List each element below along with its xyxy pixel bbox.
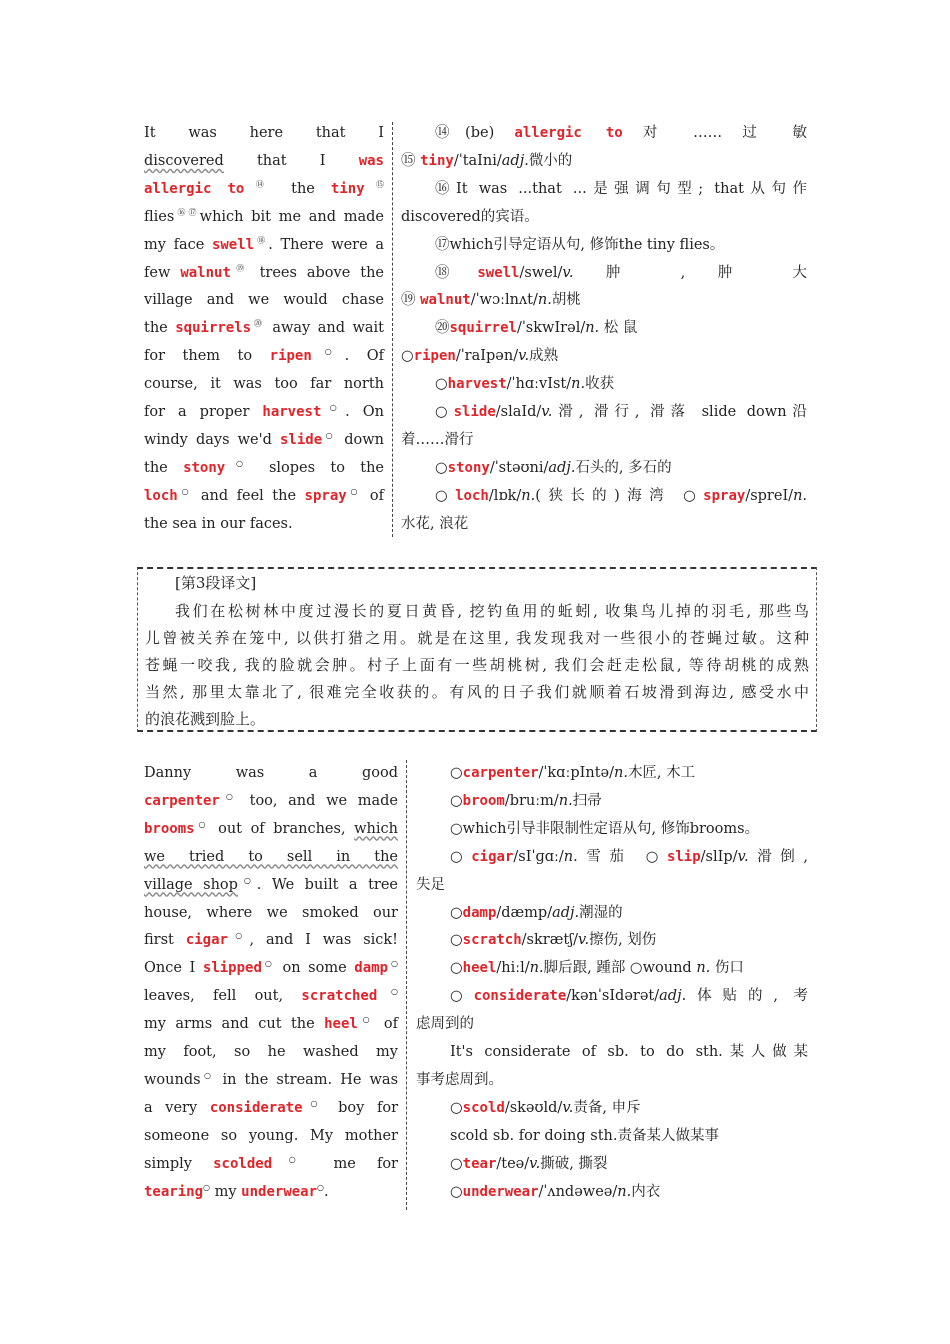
text-run: 伤口 <box>710 960 744 977</box>
text-run: . Of <box>344 348 384 365</box>
passage-line <box>144 454 384 482</box>
text-run: for them to <box>144 348 270 365</box>
text-run: in the stream. He was <box>214 1071 399 1088</box>
text-run: first <box>144 932 186 949</box>
text-run: the sea in our faces. <box>144 515 293 532</box>
note-marker: ⑲ <box>230 263 250 273</box>
vocab-keyword: walnut <box>420 292 471 309</box>
vocab-keyword: cigar <box>185 932 228 949</box>
note-line <box>401 510 807 538</box>
text-run: /ˈʌndəweə/ <box>538 1183 618 1200</box>
vocab-keyword: damp <box>354 960 389 977</box>
note-line <box>401 342 807 370</box>
vocab-keyword: scratched <box>301 988 378 1005</box>
text-run: ○ <box>450 988 474 1005</box>
vocab-keyword: slipped <box>202 960 262 977</box>
note-line <box>450 1038 808 1066</box>
note-line <box>416 1066 808 1094</box>
passage-column-1 <box>144 119 384 539</box>
text-run: 责备, 申斥 <box>573 1099 641 1116</box>
text-run: 水花, 浪花 <box>401 515 469 532</box>
vocab-keyword: harvest <box>447 376 507 393</box>
passage-line <box>144 1150 398 1178</box>
note-marker: ○ <box>346 486 362 496</box>
text-run: 撕破, 撕裂 <box>540 1155 608 1172</box>
vocab-keyword: stony <box>183 459 226 476</box>
text-run: ○ <box>450 848 472 865</box>
text-run: (狭长的)海湾 ○ <box>535 487 704 504</box>
part-of-speech: v. <box>529 1155 541 1172</box>
text-run: a very <box>144 1099 210 1116</box>
passage-line <box>144 426 384 454</box>
text-run: slopes to the <box>253 459 385 476</box>
note-line <box>435 398 807 426</box>
vocab-keyword: carpenter <box>144 792 220 809</box>
text-run: 擦伤, 划伤 <box>589 932 657 949</box>
text-run: of <box>361 487 384 504</box>
vocab-keyword: swell <box>477 264 520 281</box>
text-run: /lɒk/ <box>488 487 522 504</box>
notes-column-2 <box>416 759 808 1207</box>
vocab-keyword: underwear <box>462 1183 539 1200</box>
note-marker: ○ <box>200 1071 215 1081</box>
passage-line <box>144 286 384 314</box>
note-line <box>450 899 808 927</box>
passage-line <box>144 259 384 287</box>
text-run: scold sb. for doing sth.责备某人做某事 <box>450 1127 719 1144</box>
note-line <box>401 147 807 175</box>
vocab-keyword: loch <box>144 487 178 504</box>
text-run: ⑳ <box>435 320 450 337</box>
text-run: /ˈskwIrəl/ <box>516 320 586 337</box>
note-marker: ○ <box>302 1098 326 1108</box>
text-run: 脚后跟, 踵部 ○wound <box>543 960 697 977</box>
vocab-keyword: considerate <box>473 988 567 1005</box>
passage-line <box>144 510 384 538</box>
vocab-keyword: broom <box>462 792 505 809</box>
part-of-speech: n. <box>558 792 573 809</box>
text-run: Danny was a good <box>144 765 398 781</box>
text-run: which bit me and made <box>199 208 384 225</box>
text-run: /ˈraIpən/ <box>455 348 519 365</box>
text-run: my face <box>144 236 212 253</box>
note-line <box>450 1122 808 1150</box>
translation-box <box>137 567 817 732</box>
passage-line <box>144 119 384 147</box>
vocab-keyword: spray <box>304 487 347 504</box>
note-line <box>401 426 807 454</box>
vocab-keyword: spray <box>703 487 746 504</box>
text-run: trees above the <box>249 264 385 281</box>
note-marker: ○ <box>321 403 346 413</box>
text-run: It was here that I <box>144 125 384 141</box>
note-marker: ○ <box>237 875 257 885</box>
translation-line: 的浪花溅到脸上。 <box>145 710 266 728</box>
vocab-keyword: was <box>358 152 384 169</box>
note-line <box>435 482 807 510</box>
note-line <box>435 454 807 482</box>
part-of-speech: n. <box>521 487 536 504</box>
text-run: ⑭(be) <box>435 125 515 141</box>
column-divider-1 <box>392 122 393 537</box>
vocab-keyword: loch <box>455 487 489 504</box>
text-run: 木匠, 木工 <box>627 765 696 781</box>
passage-line <box>144 314 384 342</box>
text-run: that I <box>223 152 359 169</box>
text-run: ○ <box>450 960 463 977</box>
note-marker: ○ <box>388 959 398 969</box>
part-of-speech: v. <box>518 348 530 365</box>
part-of-speech: n. <box>585 320 600 337</box>
text-run: /slIp/ <box>700 848 738 865</box>
text-run: /sIˈɡɑː/ <box>513 848 564 865</box>
note-line <box>435 259 807 287</box>
passage-line <box>144 759 398 787</box>
vocab-keyword: slide <box>453 404 496 420</box>
part-of-speech: adj. <box>659 988 687 1005</box>
text-run: /ˈwɔːlnʌt/ <box>470 292 538 309</box>
part-of-speech: v. <box>562 264 574 281</box>
text-run: /spreI/ <box>745 487 794 504</box>
passage-line <box>144 1178 398 1206</box>
note-marker: ⑭ <box>244 179 276 189</box>
part-of-speech: v. <box>737 848 749 865</box>
vocab-keyword: ripen <box>413 348 456 365</box>
passage-column-2 <box>144 759 398 1207</box>
text-run: . On <box>345 404 384 420</box>
text-run: . <box>324 1183 329 1200</box>
text-run: leaves, fell out, <box>144 988 302 1005</box>
text-run: my arms and cut the <box>144 1016 325 1033</box>
text-run: ○ <box>450 904 463 921</box>
text-run: ○ <box>435 404 454 420</box>
passage-line <box>144 1038 398 1066</box>
text-run: simply <box>144 1155 214 1172</box>
part-of-speech: n. <box>613 765 628 781</box>
text-run: Once I <box>144 960 203 977</box>
text-run: 收获 <box>585 376 615 393</box>
text-run: /skəʊld/ <box>504 1099 563 1116</box>
text-run: ⑯It was ...that ...是强调句型; that从句作 <box>435 180 807 197</box>
note-marker: ⑯⑰ <box>174 207 200 217</box>
note-marker: ○ <box>194 819 210 829</box>
translation-line: 当然, 那里太靠北了, 很难完全收获的。有风的日子我们就顺着石坡滑到海边, 感受水中 <box>145 683 809 701</box>
text-run: 雪茄 ○ <box>577 848 667 865</box>
note-marker: ⑱ <box>254 235 269 245</box>
text-run <box>211 181 227 197</box>
text-run: 虑周到的 <box>416 1016 474 1033</box>
note-line <box>401 203 807 231</box>
text-run: 滑倒, <box>748 848 809 865</box>
vocab-keyword: considerate <box>209 1099 303 1116</box>
text-run: 体贴的, 考 <box>686 988 809 1005</box>
text-run: few <box>144 264 181 281</box>
text-run: /ˈhɑːvIst/ <box>506 376 572 393</box>
vocab-keyword: underwear <box>241 1183 318 1200</box>
part-of-speech: n. <box>696 960 711 977</box>
text-run: It's considerate of sb. to do sth.某人做某 <box>450 1044 808 1060</box>
text-run: . We built a tree <box>256 876 399 893</box>
passage-line <box>144 926 398 954</box>
column-divider-2 <box>406 760 407 1210</box>
text-run: 失足 <box>416 876 445 893</box>
passage-line <box>144 787 398 815</box>
vocab-keyword: scolded <box>213 1155 273 1172</box>
note-marker: ○ <box>322 431 337 441</box>
note-marker: ○ <box>272 1154 313 1164</box>
passage-line <box>144 482 384 510</box>
note-line <box>450 843 808 871</box>
text-run: too, and we made <box>238 792 398 809</box>
vocab-keyword: tiny <box>330 180 365 197</box>
text-run: /skrætʃ/ <box>521 932 578 949</box>
text-run: someone so young. My mother <box>144 1127 398 1144</box>
text-run: 事考虑周到。 <box>416 1071 503 1088</box>
text-run: . There were a <box>268 236 384 253</box>
text-run: /slaId/ <box>495 404 542 420</box>
vocab-keyword: heel <box>324 1016 358 1033</box>
note-line <box>435 119 807 147</box>
note-line <box>450 982 808 1010</box>
text-run: 松 鼠 <box>599 320 638 337</box>
passage-line <box>144 843 398 871</box>
text-run: /swel/ <box>519 264 563 281</box>
note-line <box>416 871 808 899</box>
vocab-keyword: slip <box>666 848 701 865</box>
text-run: and feel the <box>192 487 305 504</box>
text-run: village and we would chase <box>144 292 384 309</box>
vocab-keyword: slide <box>280 431 323 448</box>
text-run: my foot, so he washed my <box>144 1044 398 1060</box>
vocab-keyword: carpenter <box>462 765 539 781</box>
vocab-keyword: tearing <box>144 1183 204 1200</box>
text-run: /ˈkɑːpIntə/ <box>538 765 614 781</box>
vocab-keyword: harvest <box>262 404 322 420</box>
note-marker: ⑳ <box>251 319 265 329</box>
note-marker: ○ <box>261 959 275 969</box>
vocab-keyword: cigar <box>471 848 514 865</box>
passage-line <box>144 175 384 203</box>
passage-line <box>144 871 398 899</box>
vocab-keyword: damp <box>462 904 497 921</box>
text-run: 着……滑行 <box>401 431 474 448</box>
vocab-keyword: stony <box>447 459 490 476</box>
text-run: ○ <box>450 765 463 781</box>
part-of-speech: n. <box>563 848 578 865</box>
part-of-speech: n. <box>537 292 552 309</box>
text-run: my <box>210 1183 242 1200</box>
text-run: of <box>374 1016 398 1033</box>
part-of-speech: v. <box>578 932 590 949</box>
text-run: /kənˈsIdərət/ <box>566 988 660 1005</box>
text-run: ⑮ <box>401 152 421 169</box>
passage-line <box>144 982 398 1010</box>
passage-line <box>144 398 384 426</box>
text-run: the <box>144 320 176 337</box>
text-run: ○ <box>450 1155 463 1172</box>
text-run: away and wait <box>264 320 384 337</box>
note-marker: ○ <box>225 458 254 468</box>
text-run: 肿 , 肿 大 <box>573 264 808 281</box>
text-run: course, it was too far north <box>144 376 384 393</box>
wavy-underlined-text: discovered <box>144 152 224 169</box>
vocab-keyword: scold <box>462 1099 505 1116</box>
note-marker: ⑮ <box>364 179 385 189</box>
part-of-speech: n. <box>571 376 586 393</box>
note-line <box>450 815 808 843</box>
note-line <box>435 231 807 259</box>
text-run: , and I was sick! <box>249 932 399 949</box>
part-of-speech: adj. <box>548 459 576 476</box>
passage-line <box>144 815 398 843</box>
text-run: 对 …… 过 敏 <box>622 125 808 141</box>
text-run: down <box>336 431 385 448</box>
text-run: ○ <box>401 348 414 365</box>
part-of-speech: n. <box>617 1183 632 1200</box>
passage-line <box>144 1066 398 1094</box>
text-run: 成熟 <box>529 348 559 365</box>
note-line <box>450 1150 808 1178</box>
vocab-keyword: brooms <box>144 820 195 837</box>
wavy-underlined-text: which <box>354 820 398 837</box>
passage-line <box>144 231 384 259</box>
text-run: boy for <box>325 1099 399 1116</box>
note-line <box>416 1010 808 1038</box>
text-run: 胡桃 <box>551 292 581 309</box>
text-run: windy days we'd <box>144 431 280 448</box>
passage-line <box>144 1094 398 1122</box>
passage-line <box>144 899 398 927</box>
text-run: 石头的, 多石的 <box>575 459 672 476</box>
vocab-keyword: allergic to <box>514 125 623 141</box>
text-run: 潮湿的 <box>579 904 623 921</box>
text-run: ○ <box>450 1183 463 1200</box>
vocab-keyword: heel <box>462 960 497 977</box>
note-line <box>435 175 807 203</box>
text-run: ○ <box>435 376 448 393</box>
vocab-keyword: scratch <box>462 932 522 949</box>
note-marker: ○ <box>317 1182 325 1192</box>
text-run: ○ <box>450 792 463 809</box>
text-run: 滑, 滑行, 滑落 slide down沿 <box>552 404 807 420</box>
note-line <box>450 787 808 815</box>
text-run: /ˈtaIni/ <box>453 152 502 169</box>
note-marker: ○ <box>311 347 345 357</box>
note-line <box>450 759 808 787</box>
part-of-speech: n. <box>529 960 544 977</box>
text-run: ○ <box>435 487 456 504</box>
note-marker: ○ <box>177 486 193 496</box>
notes-column-1 <box>401 119 807 539</box>
text-run: 微小的 <box>528 152 573 169</box>
text-run: ○which引导非限制性定语从句, 修饰brooms。 <box>450 820 760 837</box>
passage-line <box>144 954 398 982</box>
note-line <box>450 954 808 982</box>
vocab-keyword: walnut <box>180 264 231 281</box>
note-marker: ○ <box>203 1182 210 1192</box>
note-line <box>435 370 807 398</box>
note-marker: ○ <box>377 987 398 997</box>
text-run: ⑱ <box>435 264 478 281</box>
vocab-keyword: to <box>227 180 245 197</box>
vocab-keyword: ripen <box>269 348 312 365</box>
text-run: house, where we smoked our <box>144 904 398 921</box>
note-marker: ○ <box>219 792 239 802</box>
passage-line <box>144 1010 398 1038</box>
text-run: /ˈstəʊni/ <box>489 459 549 476</box>
vocab-keyword: squirrels <box>175 320 252 337</box>
text-run: wounds <box>144 1071 201 1088</box>
passage-line <box>144 147 384 175</box>
note-line <box>450 926 808 954</box>
part-of-speech: v. <box>541 404 553 420</box>
text-run: /bruːm/ <box>504 792 559 809</box>
text-run: ⑲ <box>401 292 421 309</box>
vocab-keyword: tiny <box>420 152 454 169</box>
text-run: 扫帚 <box>572 792 602 809</box>
wavy-underlined-text: we tried to sell in the <box>144 848 398 865</box>
text-run: /teə/ <box>496 1155 530 1172</box>
text-run: ⑰which引导定语从句, 修饰the tiny flies。 <box>435 236 725 253</box>
note-line <box>450 1178 808 1206</box>
vocab-keyword: swell <box>211 236 255 253</box>
vocab-keyword: tear <box>462 1155 497 1172</box>
text-run: discovered的宾语。 <box>401 208 539 225</box>
text-run: ○ <box>450 1099 463 1116</box>
text-run: me for <box>312 1155 398 1172</box>
passage-line <box>144 203 384 231</box>
part-of-speech: v. <box>562 1099 574 1116</box>
note-marker: ○ <box>227 931 250 941</box>
wavy-underlined-text: village shop <box>144 876 238 893</box>
text-run: on some <box>274 960 355 977</box>
translation-line: 我们在松树林中度过漫长的夏日黄昏, 挖钓鱼用的蚯蚓, 收集鸟儿掉的羽毛, 那些鸟 <box>175 602 809 620</box>
text-run: ○ <box>450 932 463 949</box>
text-run: /hiːl/ <box>496 960 530 977</box>
text-run: the <box>144 459 184 476</box>
note-line <box>435 314 807 342</box>
passage-line <box>144 1122 398 1150</box>
part-of-speech: n. <box>793 487 808 504</box>
vocab-keyword: allergic <box>144 180 212 197</box>
part-of-speech: adj. <box>501 152 529 169</box>
translation-line: 苍蝇一咬我, 我的脸就会肿。村子上面有一些胡桃树, 我们会赶走松鼠, 等待胡桃的成熟 <box>145 656 809 674</box>
text-run: for a proper <box>144 404 263 420</box>
passage-line <box>144 370 384 398</box>
text-run: out of branches, <box>209 820 355 837</box>
note-line <box>401 286 807 314</box>
note-marker: ○ <box>357 1015 375 1025</box>
text-run: /dæmp/ <box>496 904 553 921</box>
translation-line: 儿曾被关养在笼中, 以供打猎之用。就是在这里, 我发现我对一些很小的苍蝇过敏。这种 <box>145 629 809 647</box>
vocab-keyword: squirrel <box>449 320 517 337</box>
part-of-speech: adj. <box>552 904 580 921</box>
text-run: ○ <box>435 459 448 476</box>
note-line <box>450 1094 808 1122</box>
text-run: flies <box>144 208 175 225</box>
text-run: the <box>275 180 331 197</box>
passage-line <box>144 342 384 370</box>
translation-title: [第3段译文] <box>175 574 257 592</box>
text-run: 内衣 <box>631 1183 661 1200</box>
